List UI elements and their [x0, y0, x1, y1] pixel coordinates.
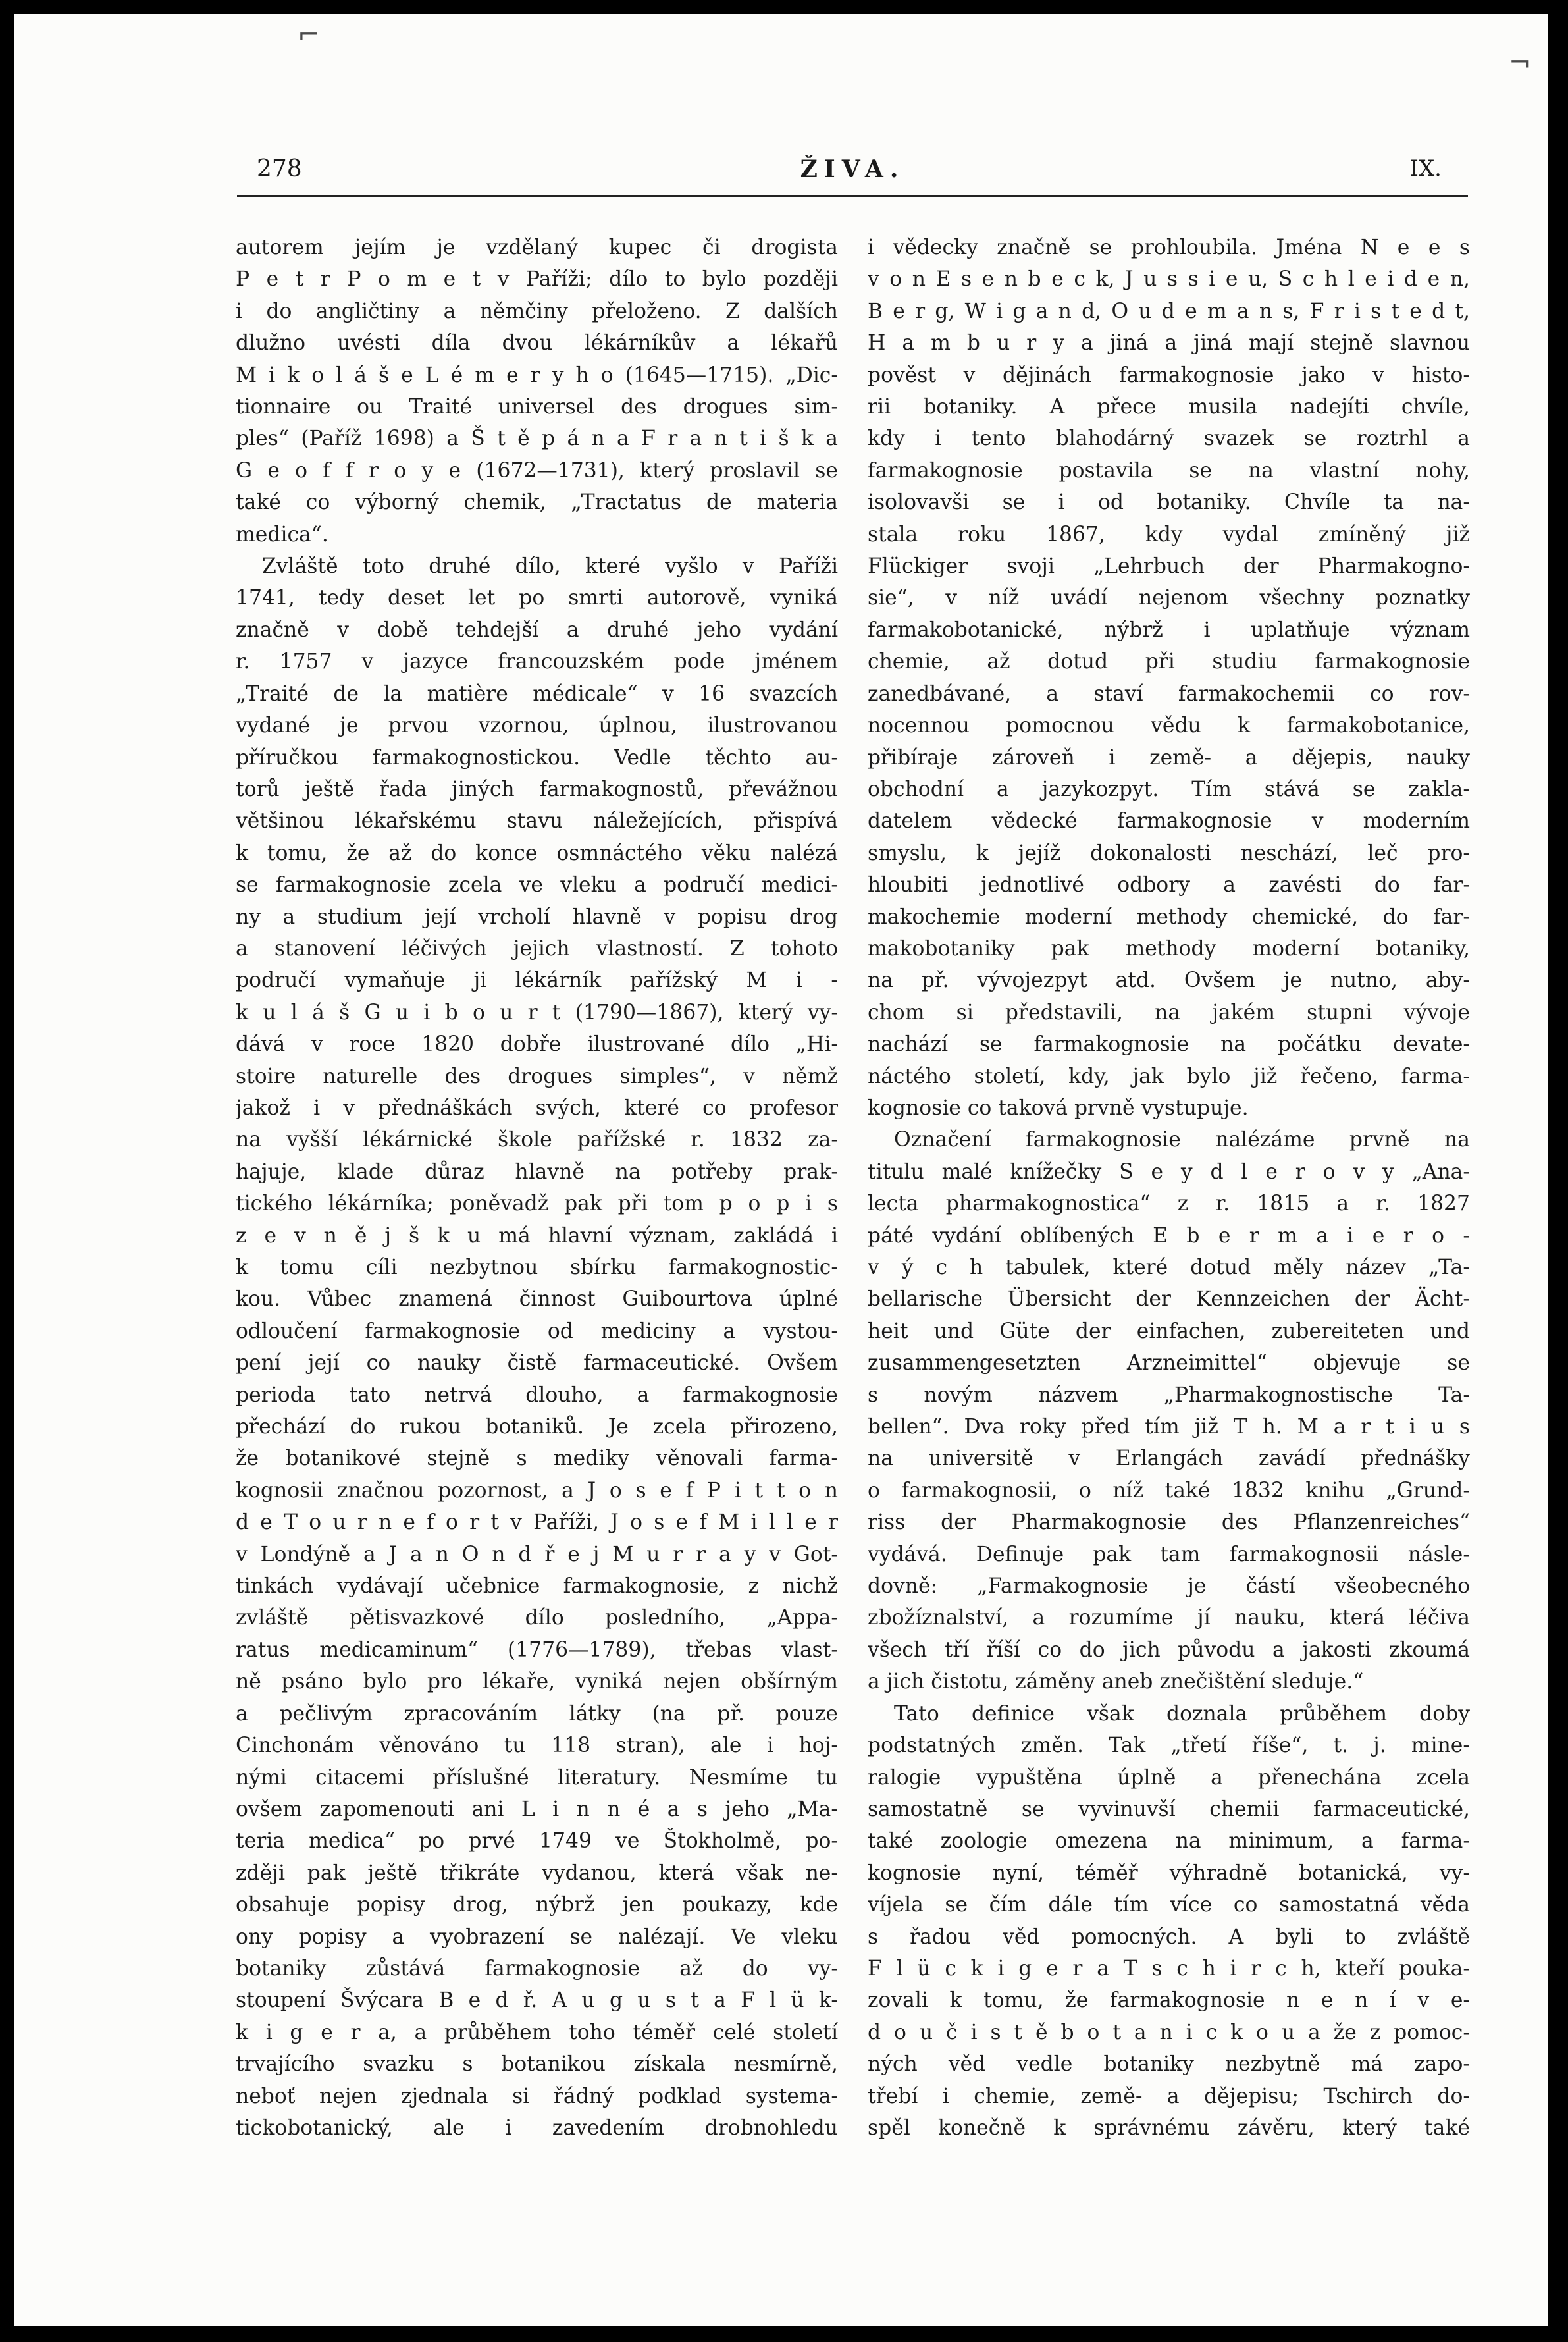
- text-line: na př. vývojezpyt atd. Ovšem je nutno, aby-: [868, 969, 1470, 993]
- text-line: odloučení farmakognosie od mediciny a vystou-: [236, 1319, 838, 1343]
- text-line: zusammengesetzten Arzneimittel“ objevuje se: [868, 1351, 1470, 1375]
- text-line: zanedbávané, a staví farmakochemii co rov-: [868, 681, 1470, 706]
- text-line: obsahuje popisy drog, nýbrž jen poukazy, kde: [236, 1893, 838, 1917]
- text-line: hloubiti jednotlivé odbory a zavésti do far-: [868, 873, 1470, 897]
- text-line: z e v n ě j š k u má hlavní význam, zakládá i: [236, 1223, 838, 1248]
- text-line: a pečlivým zpracováním látky (na př. pouze: [236, 1701, 838, 1726]
- text-line: přechází do rukou botaniků. Je zcela přirozeno,: [236, 1415, 838, 1439]
- text-line: kognosii značnou pozornost, a J o s e f P i t t o n: [236, 1478, 838, 1503]
- text-line: Tato definice však doznala průběhem doby: [894, 1701, 1470, 1726]
- text-line: a jich čistotu, záměny aneb znečištění sleduje.“: [868, 1670, 1364, 1694]
- text-line: ratus medicaminum“ (1776—1789), třebas vlast-: [236, 1637, 838, 1662]
- text-line: vydává. Definuje pak tam farmakognosii násle-: [868, 1542, 1470, 1566]
- text-line: 1741, tedy deset let po smrti autorově, vyniká: [236, 586, 838, 610]
- text-line: tinkách vydávají učebnice farmakognosie, z nichž: [236, 1574, 838, 1599]
- text-line: tického lékárníka; poněvadž pak při tom p o p i s: [236, 1192, 838, 1216]
- text-line: dovně: „Farmakognosie je částí všeobecného: [868, 1574, 1470, 1599]
- text-line: farmakognosie postavila se na vlastní nohy,: [868, 458, 1470, 483]
- text-line: také co výborný chemik, „Tractatus de materia: [236, 491, 838, 515]
- text-line: Označení farmakognosie nalézáme prvně na: [894, 1128, 1470, 1152]
- text-line: chemie, až dotud při studiu farmakognosie: [868, 650, 1470, 674]
- text-line: ných věd vedle botaniky nezbytně má zapo-: [868, 2052, 1470, 2077]
- text-line: perioda tato netrvá dlouho, a farmakognosie: [236, 1383, 838, 1407]
- text-line: ples“ (Paříž 1698) a Š t ě p á n a F r a n t i š k a: [236, 427, 838, 451]
- text-line: spěl konečně k správnému závěru, který také: [868, 2116, 1470, 2140]
- text-line: botaniky zůstává farmakognosie až do vy-: [236, 1956, 838, 1981]
- text-line: o farmakognosii, o níž také 1832 knihu „Grund-: [868, 1478, 1470, 1503]
- text-line: s řadou věd pomocných. A byli to zvláště: [868, 1925, 1470, 1949]
- text-line: kdy i tento blahodárný svazek se roztrhl a: [868, 427, 1470, 451]
- text-line: v Londýně a J a n O n d ř e j M u r r a y v Got-: [236, 1542, 838, 1566]
- text-line: F l ü c k i g e r a T s c h i r c h, kteří pouka-: [868, 1956, 1470, 1981]
- text-line: nachází se farmakognosie na počátku devate-: [868, 1032, 1470, 1057]
- text-line: područí vymaňuje ji lékárník pařížský M i -: [236, 969, 838, 993]
- text-line: M i k o l á š e L é m e r y h o (1645—1715). „Dic-: [236, 363, 838, 387]
- text-line: podstatných změn. Tak „třetí říše“, t. j. mine-: [868, 1734, 1470, 1758]
- volume-number: IX.: [1409, 155, 1442, 182]
- text-line: r. 1757 v jazyce francouzském pode jménem: [236, 650, 838, 674]
- text-line: k tomu cíli nezbytnou sbírku farmakognostic-: [236, 1256, 838, 1279]
- text-line: samostatně se vyvinuvší chemii farmaceutické,: [868, 1797, 1470, 1821]
- text-line: přibíraje zároveň i země- a dějepis, nauky: [868, 745, 1470, 770]
- text-line: kou. Vůbec znamená činnost Guibourtova úplné: [236, 1287, 838, 1312]
- text-line: makochemie moderní methody chemické, do far-: [868, 905, 1470, 929]
- running-header: [237, 155, 1468, 195]
- text-line: zbožíznalství, a rozumíme jí nauku, která léčiva: [868, 1606, 1470, 1630]
- text-line: kognosie nyní, téměř výhradně botanická, vy-: [868, 1861, 1470, 1885]
- text-line: k u l á š G u i b o u r t (1790—1867), který vy-: [236, 1000, 838, 1025]
- text-line: příručkou farmakognostickou. Vedle těchto au-: [236, 745, 838, 770]
- journal-title: ŽIVA.: [800, 155, 905, 183]
- text-line: d e T o u r n e f o r t v Paříži, J o s e f M i l l e r: [236, 1510, 838, 1535]
- text-line: neboť nejen zjednala si řádný podklad systema-: [236, 2084, 838, 2108]
- text-line: datelem vědecké farmakognosie v moderním: [868, 809, 1470, 834]
- text-line: d o u č i s t ě b o t a n i c k o u a že z pomoc-: [868, 2020, 1470, 2044]
- text-line: heit und Güte der einfachen, zubereiteten und: [868, 1319, 1470, 1343]
- text-line: trvajícího svazku s botanikou získala nesmírně,: [236, 2052, 838, 2077]
- text-line: na universitě v Erlangách zavádí přednášky: [868, 1447, 1470, 1471]
- text-line: Zvláště toto druhé dílo, které vyšlo v Paříži: [262, 554, 838, 579]
- text-line: ně psáno bylo pro lékaře, vyniká nejen obšírným: [236, 1670, 838, 1694]
- text-line: autorem jejím je vzdělaný kupec či drogista: [236, 236, 838, 259]
- text-line: také zoologie omezena na minimum, a farma-: [868, 1829, 1470, 1853]
- text-line: jakož i v přednáškách svých, které co profesor: [236, 1096, 838, 1120]
- text-line: i vědecky značně se prohloubila. Jména N e e s: [868, 236, 1470, 259]
- text-line: nocennou pomocnou vědu k farmakobotanice,: [868, 714, 1470, 738]
- text-column-right: [868, 232, 1470, 2144]
- text-line: víjela se čím dále tím více co samostatná věda: [868, 1893, 1470, 1917]
- text-line: na vyšší lékárnické škole pařížské r. 1832 za-: [236, 1128, 838, 1152]
- text-line: B e r g, W i g a n d, O u d e m a n s, F r i s t e d t,: [868, 299, 1470, 323]
- text-line: ny a studium její vrcholí hlavně v popisu drog: [236, 905, 838, 929]
- scan-mark: ¬: [1509, 47, 1531, 78]
- text-line: rii botaniky. A přece musila nadejíti chvíle,: [868, 395, 1470, 419]
- text-line: bellarische Übersicht der Kennzeichen der Ächt-: [868, 1287, 1470, 1312]
- text-line: makobotaniky pak methody moderní botaniky,: [868, 936, 1470, 961]
- text-line: obchodní a jazykozpyt. Tím stává se zakla-: [868, 777, 1470, 801]
- text-line: dlužno uvésti díla dvou lékárníkův a lékařů: [236, 331, 838, 356]
- text-line: v ý c h tabulek, které dotud měly název „Ta-: [868, 1256, 1470, 1279]
- text-line: k i g e r a, a průběhem toho téměř celé století: [236, 2020, 838, 2044]
- text-line: smyslu, k jejíž dokonalosti neschází, leč pro-: [868, 841, 1470, 865]
- text-line: vydané je prvou vzornou, úplnou, ilustrovanou: [236, 714, 838, 738]
- text-line: titulu malé knížečky S e y d l e r o v y „Ana-: [868, 1159, 1470, 1184]
- text-line: zovali k tomu, že farmakognosie n e n í v e-: [868, 1988, 1470, 2013]
- text-line: G e o f f r o y e (1672—1731), který proslavil se: [236, 458, 838, 483]
- text-line: stoire naturelle des drogues simples“, v němž: [236, 1064, 838, 1088]
- text-line: riss der Pharmakognosie des Pflanzenreiches“: [868, 1510, 1470, 1535]
- text-line: ony popisy a vyobrazení se nalézají. Ve vleku: [236, 1925, 838, 1949]
- scan-mark: ⌐: [298, 20, 320, 50]
- text-line: hajuje, klade důraz hlavně na potřeby prak-: [236, 1159, 838, 1184]
- text-line: ovšem zapomenouti ani L i n n é a s jeho „Ma-: [236, 1797, 838, 1821]
- text-line: chom si představili, na jakém stupni vývoje: [868, 1000, 1470, 1025]
- text-line: náctého století, kdy, jak bylo již řečeno, farma-: [868, 1064, 1470, 1088]
- text-line: páté vydání oblíbených E b e r m a i e r o -: [868, 1223, 1470, 1248]
- text-line: i do angličtiny a němčiny přeloženo. Z dalších: [236, 299, 838, 323]
- text-line: třebí i chemie, země- a dějepisu; Tschirch do-: [868, 2084, 1470, 2108]
- text-line: a stanovení léčivých jejich vlastností. Z tohoto: [236, 936, 838, 961]
- text-line: bellen“. Dva roky před tím již T h. M a r t i u s: [868, 1415, 1470, 1439]
- text-line: že botanikové stejně s mediky věnovali farma-: [236, 1447, 838, 1471]
- page-number: 278: [257, 155, 302, 182]
- text-line: isolovavši se i od botaniky. Chvíle ta na-: [868, 491, 1470, 515]
- text-line: P e t r P o m e t v Paříži; dílo to bylo později: [236, 267, 838, 292]
- text-line: lecta pharmakognostica“ z r. 1815 a r. 1827: [868, 1192, 1470, 1216]
- text-line: značně v době tehdejší a druhé jeho vydání: [236, 618, 838, 642]
- text-line: tickobotanický, ale i zavedením drobnohledu: [236, 2116, 838, 2140]
- text-line: se farmakognosie zcela ve vleku a područí medici-: [236, 873, 838, 897]
- header-rule: [237, 195, 1468, 197]
- text-line: teria medica“ po prvé 1749 ve Štokholmě, po-: [236, 1829, 838, 1853]
- text-line: dává v roce 1820 dobře ilustrované dílo „Hi-: [236, 1032, 838, 1057]
- text-line: ralogie vypuštěna úplně a přenechána zcela: [868, 1765, 1470, 1790]
- text-line: pení její co nauky čistě farmaceutické. Ovšem: [236, 1351, 838, 1375]
- text-line: v o n E s e n b e c k, J u s s i e u, S c h l e i d e n,: [868, 267, 1470, 292]
- text-column-left: [236, 232, 838, 2144]
- text-line: většinou lékařskému stavu náležejících, přispívá: [236, 809, 838, 834]
- text-line: medica“.: [236, 522, 328, 546]
- text-line: „Traité de la matière médicale“ v 16 svazcích: [236, 681, 838, 706]
- text-line: torů ještě řada jiných farmakognostů, převážnou: [236, 777, 838, 801]
- text-line: Cinchonám věnováno tu 118 stran), ale i hoj-: [236, 1734, 838, 1758]
- text-line: stala roku 1867, kdy vydal zmíněný již: [868, 522, 1470, 546]
- text-line: zvláště pětisvazkové dílo posledního, „Appa-: [236, 1606, 838, 1630]
- text-line: stoupení Švýcara B e d ř. A u g u s t a F l ü k-: [236, 1988, 838, 2013]
- text-line: pověst v dějinách farmakognosie jako v histo-: [868, 363, 1470, 387]
- text-line: tionnaire ou Traité universel des drogues sim-: [236, 395, 838, 419]
- text-line: k tomu, že až do konce osmnáctého věku nalézá: [236, 841, 838, 865]
- text-line: H a m b u r y a jiná a jiná mají stejně slavnou: [868, 331, 1470, 356]
- text-line: Flückiger svoji „Lehrbuch der Pharmakogno-: [868, 554, 1470, 579]
- text-line: s novým názvem „Pharmakognostische Ta-: [868, 1383, 1470, 1407]
- text-line: kognosie co taková prvně vystupuje.: [868, 1096, 1249, 1120]
- text-line: farmakobotanické, nýbrž i uplatňuje význam: [868, 618, 1470, 642]
- text-line: zději pak ještě třikráte vydanou, která však ne-: [236, 1861, 838, 1885]
- text-line: nými citacemi příslušné literatury. Nesmíme tu: [236, 1765, 838, 1790]
- text-line: sie“, v níž uvádí nejenom všechny poznatky: [868, 586, 1470, 610]
- text-line: všech tří říší co do jich původu a jakosti zkoumá: [868, 1637, 1470, 1662]
